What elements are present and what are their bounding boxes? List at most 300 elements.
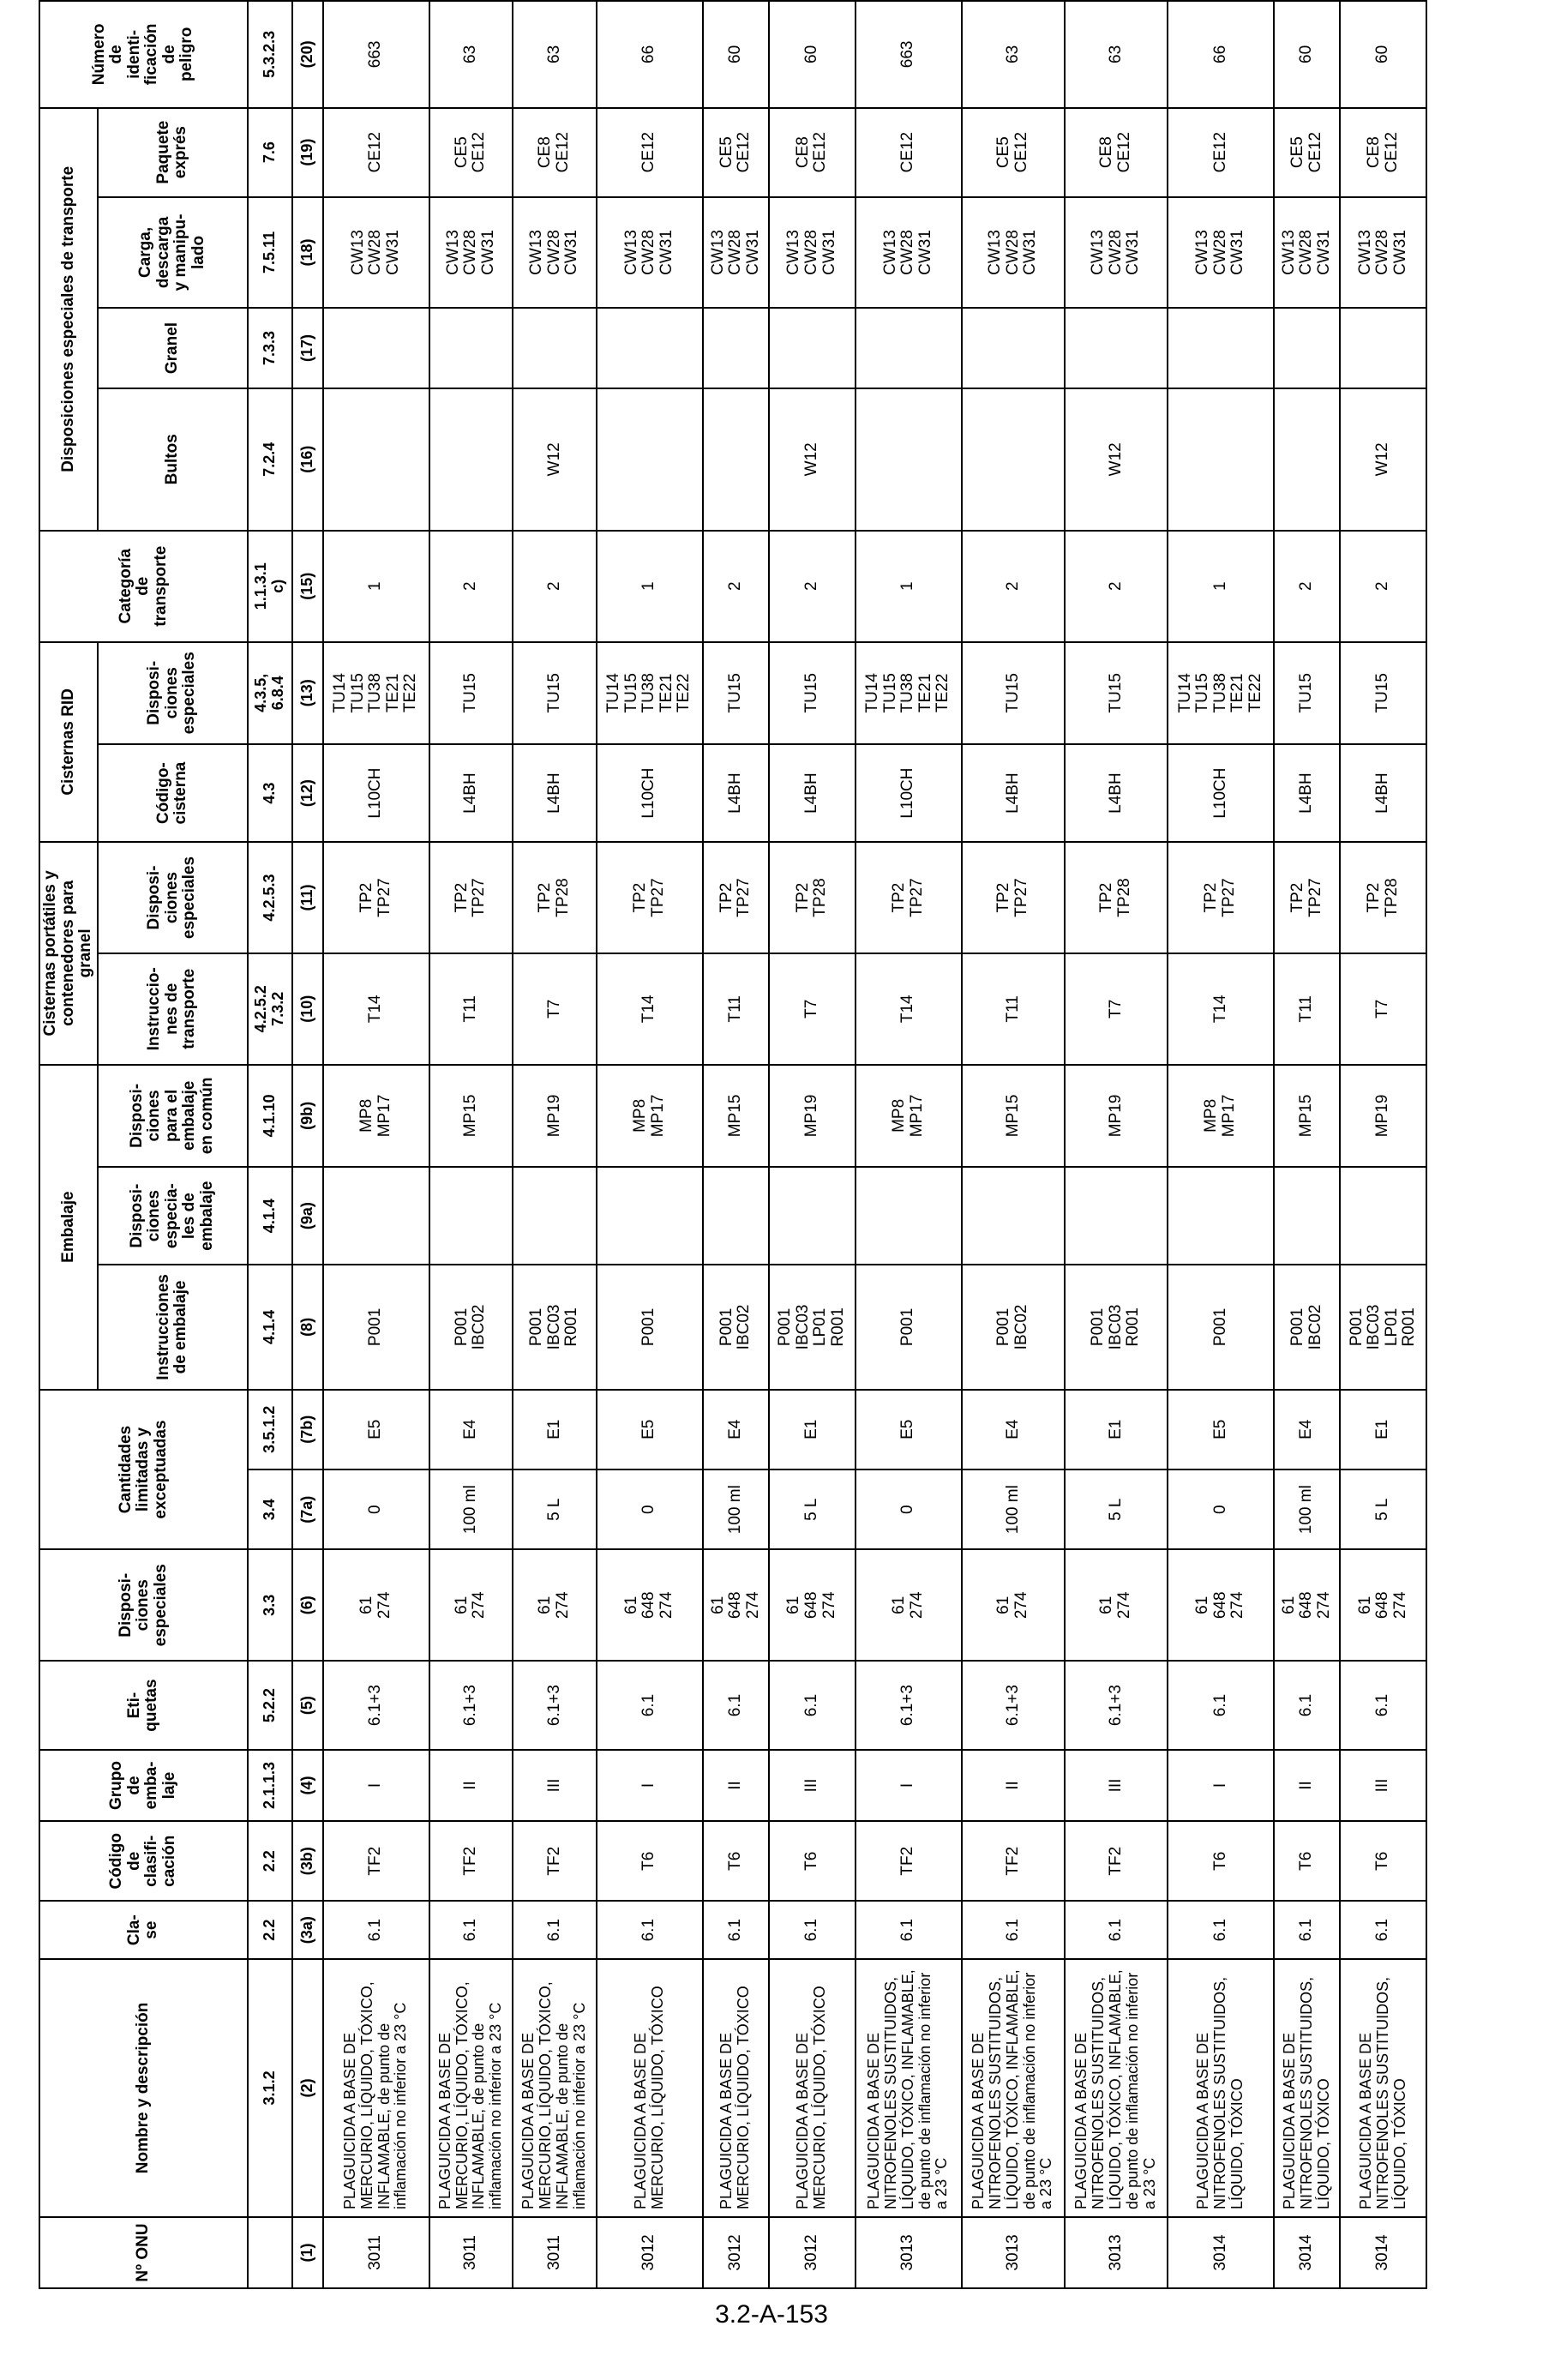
reference-row-cell bbox=[248, 2217, 292, 2288]
table-row bbox=[703, 1, 769, 2288]
table-cell: TU15 bbox=[769, 642, 856, 744]
table-cell: MP8 MP17 bbox=[323, 1065, 429, 1167]
description-cell: PLAGUICIDA A BASE DE NITROFENOLES SUSTITUIDOS, LÍQUIDO, TÓXICO, INFLAMABLE, de punto de inflamación no inferior a 23 °C bbox=[962, 1959, 1065, 2217]
table-cell: 100 ml bbox=[962, 1469, 1065, 1549]
table-cell: 66 bbox=[1168, 1, 1274, 108]
table-cell bbox=[1274, 388, 1340, 531]
table-cell: II bbox=[429, 1750, 513, 1821]
column-number-row-cell: (1) bbox=[292, 2217, 323, 2288]
table-cell: L4BH bbox=[1340, 744, 1426, 842]
column-number-row-cell: (3b) bbox=[292, 1821, 323, 1901]
reference-row-cell: 3.1.2 bbox=[248, 1959, 292, 2217]
table-cell: E5 bbox=[323, 1390, 429, 1469]
table-cell: 2 bbox=[962, 531, 1065, 642]
table-cell: L4BH bbox=[1065, 744, 1168, 842]
table-cell bbox=[1340, 308, 1426, 388]
table-cell: TU14 TU15 TU38 TE21 TE22 bbox=[1168, 642, 1274, 744]
un-number-cell: 3012 bbox=[703, 2217, 769, 2288]
table-cell: 100 ml bbox=[1274, 1469, 1340, 1549]
table-cell bbox=[962, 308, 1065, 388]
table-cell: 6.1 bbox=[856, 1901, 962, 1958]
table-cell: E1 bbox=[513, 1390, 596, 1469]
table-cell: 61 274 bbox=[513, 1549, 596, 1661]
table-cell: 2 bbox=[1340, 531, 1426, 642]
table-cell: TP2 TP28 bbox=[1065, 842, 1168, 953]
table-cell: 6.1 bbox=[1065, 1901, 1168, 1958]
table-cell: 6.1+3 bbox=[429, 1661, 513, 1750]
column-number-row-cell: (12) bbox=[292, 744, 323, 842]
table-cell: P001 IBC03 R001 bbox=[513, 1265, 596, 1389]
table-cell: P001 IBC03 R001 bbox=[1065, 1265, 1168, 1389]
table-cell: CE5 CE12 bbox=[703, 108, 769, 197]
header-name: Nombre y descripción bbox=[39, 1959, 248, 2217]
table-cell: II bbox=[1274, 1750, 1340, 1821]
description-cell: PLAGUICIDA A BASE DE NITROFENOLES SUSTITUIDOS, LÍQUIDO, TÓXICO, INFLAMABLE, de punto de inflamación no inferior a 23 °C bbox=[856, 1959, 962, 2217]
table-cell: TP2 TP28 bbox=[1340, 842, 1426, 953]
table-cell bbox=[323, 308, 429, 388]
description-cell: PLAGUICIDA A BASE DE MERCURIO, LÍQUIDO, TÓXICO bbox=[769, 1959, 856, 2217]
table-cell bbox=[597, 308, 703, 388]
table-cell: 61 648 274 bbox=[1274, 1549, 1340, 1661]
column-number-row-cell: (6) bbox=[292, 1549, 323, 1661]
table-cell: CE12 bbox=[597, 108, 703, 197]
table-cell: TU14 TU15 TU38 TE21 TE22 bbox=[323, 642, 429, 744]
table-cell: TP2 TP27 bbox=[1168, 842, 1274, 953]
table-cell bbox=[703, 1167, 769, 1265]
table-cell: T7 bbox=[1340, 953, 1426, 1065]
description-cell: PLAGUICIDA A BASE DE MERCURIO, LÍQUIDO, TÓXICO, INFLAMABLE, de punto de inflamación no inferior a 23 °C bbox=[323, 1959, 429, 2217]
header-mixed-packing: Disposi- ciones para el embalaje en común bbox=[98, 1065, 248, 1167]
table-cell: CW13 CW28 CW31 bbox=[1274, 197, 1340, 309]
table-cell: 5 L bbox=[1065, 1469, 1168, 1549]
table-cell: T11 bbox=[703, 953, 769, 1065]
header-rid-special: Disposi- ciones especiales bbox=[98, 642, 248, 744]
header-limited-quantities: Cantidades limitadas y exceptuadas bbox=[39, 1390, 248, 1550]
table-row bbox=[323, 1, 429, 2288]
table-cell bbox=[1065, 1167, 1168, 1265]
table-cell: T11 bbox=[1274, 953, 1340, 1065]
un-number-cell: 3014 bbox=[1274, 2217, 1340, 2288]
table-cell: TU15 bbox=[703, 642, 769, 744]
table-cell: TU14 TU15 TU38 TE21 TE22 bbox=[597, 642, 703, 744]
table-cell: CE8 CE12 bbox=[513, 108, 596, 197]
un-number-cell: 3012 bbox=[769, 2217, 856, 2288]
table-cell: 6.1 bbox=[597, 1901, 703, 1958]
header-class: Cla- se bbox=[39, 1901, 248, 1958]
header-special-provisions: Disposi- ciones especiales bbox=[39, 1549, 248, 1661]
table-cell: 6.1+3 bbox=[513, 1661, 596, 1750]
table-cell: 100 ml bbox=[703, 1469, 769, 1549]
header-packages: Bultos bbox=[98, 388, 248, 531]
reference-row-cell: 3.4 bbox=[248, 1469, 292, 1549]
table-cell: 1 bbox=[856, 531, 962, 642]
reference-row-cell: 7.5.11 bbox=[248, 197, 292, 309]
table-cell: TF2 bbox=[513, 1821, 596, 1901]
reference-row-cell: 7.3.3 bbox=[248, 308, 292, 388]
table-cell: 60 bbox=[769, 1, 856, 108]
table-cell bbox=[856, 1167, 962, 1265]
un-number-cell: 3013 bbox=[962, 2217, 1065, 2288]
table-cell: CW13 CW28 CW31 bbox=[323, 197, 429, 309]
column-number-row-cell: (16) bbox=[292, 388, 323, 531]
table-cell: CW13 CW28 CW31 bbox=[962, 197, 1065, 309]
table-cell bbox=[962, 388, 1065, 531]
header-portable-instructions: Instruccio- nes de transporte bbox=[98, 953, 248, 1065]
table-cell: E1 bbox=[1065, 1390, 1168, 1469]
header-classification-code: Código de clasifi- cación bbox=[39, 1821, 248, 1901]
column-number-row-cell: (2) bbox=[292, 1959, 323, 2217]
table-cell: MP8 MP17 bbox=[597, 1065, 703, 1167]
table-cell: 6.1+3 bbox=[962, 1661, 1065, 1750]
header-transport-category: Categoría de transporte bbox=[39, 531, 248, 642]
description-cell: PLAGUICIDA A BASE DE NITROFENOLES SUSTITUIDOS, LÍQUIDO, TÓXICO bbox=[1274, 1959, 1340, 2217]
table-cell: 6.1+3 bbox=[856, 1661, 962, 1750]
table-cell: 6.1 bbox=[769, 1661, 856, 1750]
table-cell: CE8 CE12 bbox=[769, 108, 856, 197]
table-cell: E4 bbox=[1274, 1390, 1340, 1469]
table-cell: TP2 TP27 bbox=[856, 842, 962, 953]
table-cell: CE5 CE12 bbox=[962, 108, 1065, 197]
table-cell: W12 bbox=[1065, 388, 1168, 531]
table-cell: 63 bbox=[1065, 1, 1168, 108]
table-cell: CE5 CE12 bbox=[429, 108, 513, 197]
table-cell: TP2 TP27 bbox=[597, 842, 703, 953]
column-number-row-cell: (19) bbox=[292, 108, 323, 197]
table-cell: I bbox=[1168, 1750, 1274, 1821]
table-cell: 2 bbox=[769, 531, 856, 642]
column-number-row bbox=[292, 1, 323, 2288]
table-cell: 6.1+3 bbox=[1065, 1661, 1168, 1750]
table-cell: CE8 CE12 bbox=[1340, 108, 1426, 197]
table-cell: TF2 bbox=[429, 1821, 513, 1901]
table-cell: T7 bbox=[1065, 953, 1168, 1065]
table-cell: P001 bbox=[597, 1265, 703, 1389]
table-cell: P001 IBC03 LP01 R001 bbox=[769, 1265, 856, 1389]
table-cell: 663 bbox=[856, 1, 962, 108]
table-cell bbox=[323, 388, 429, 531]
table-cell: 2 bbox=[1065, 531, 1168, 642]
table-cell: 0 bbox=[856, 1469, 962, 1549]
table-cell: T6 bbox=[1340, 1821, 1426, 1901]
table-cell: L10CH bbox=[1168, 744, 1274, 842]
column-number-row-cell: (3a) bbox=[292, 1901, 323, 1958]
header-packaging: Embalaje bbox=[39, 1065, 98, 1390]
table-cell: CW13 CW28 CW31 bbox=[513, 197, 596, 309]
table-cell: TP2 TP28 bbox=[769, 842, 856, 953]
table-cell: TF2 bbox=[962, 1821, 1065, 1901]
table-cell: TU15 bbox=[1340, 642, 1426, 744]
table-cell: 6.1 bbox=[703, 1901, 769, 1958]
rotated-table-container bbox=[39, 0, 1427, 2289]
table-cell: T6 bbox=[1274, 1821, 1340, 1901]
table-cell bbox=[1168, 1167, 1274, 1265]
table-cell: P001 bbox=[323, 1265, 429, 1389]
table-cell: E5 bbox=[1168, 1390, 1274, 1469]
header-express: Paquete exprés bbox=[98, 108, 248, 197]
un-number-cell: 3011 bbox=[429, 2217, 513, 2288]
table-cell bbox=[429, 388, 513, 531]
header-loading: Carga, descarga y manipu- lado bbox=[98, 197, 248, 309]
table-cell: 61 648 274 bbox=[703, 1549, 769, 1661]
table-cell: P001 IBC02 bbox=[1274, 1265, 1340, 1389]
reference-row bbox=[248, 1, 292, 2288]
table-cell: 5 L bbox=[513, 1469, 596, 1549]
table-cell: P001 IBC02 bbox=[429, 1265, 513, 1389]
table-cell: T14 bbox=[856, 953, 962, 1065]
table-cell: TP2 TP27 bbox=[962, 842, 1065, 953]
table-cell: W12 bbox=[513, 388, 596, 531]
table-cell: 100 ml bbox=[429, 1469, 513, 1549]
table-cell bbox=[703, 388, 769, 531]
reference-row-cell: 4.2.5.3 bbox=[248, 842, 292, 953]
table-cell: 61 648 274 bbox=[1168, 1549, 1274, 1661]
reference-row-cell: 7.2.4 bbox=[248, 388, 292, 531]
table-cell: 6.1+3 bbox=[323, 1661, 429, 1750]
table-cell: 61 648 274 bbox=[769, 1549, 856, 1661]
table-cell: 6.1 bbox=[1168, 1661, 1274, 1750]
table-cell bbox=[429, 308, 513, 388]
un-number-cell: 3011 bbox=[323, 2217, 429, 2288]
table-cell: CW13 CW28 CW31 bbox=[1168, 197, 1274, 309]
table-cell: P001 IBC03 LP01 R001 bbox=[1340, 1265, 1426, 1389]
table-cell: CE12 bbox=[856, 108, 962, 197]
header-rid-tanks: Cisternas RID bbox=[39, 642, 98, 843]
table-cell bbox=[1065, 308, 1168, 388]
table-cell: I bbox=[597, 1750, 703, 1821]
table-cell: T11 bbox=[429, 953, 513, 1065]
reference-row-cell: 4.3 bbox=[248, 744, 292, 842]
table-row bbox=[769, 1, 856, 2288]
table-cell: CE12 bbox=[1168, 108, 1274, 197]
table-cell: 61 648 274 bbox=[1340, 1549, 1426, 1661]
un-number-cell: 3014 bbox=[1340, 2217, 1426, 2288]
column-number-row-cell: (9a) bbox=[292, 1167, 323, 1265]
table-cell: MP19 bbox=[1340, 1065, 1426, 1167]
table-cell: T14 bbox=[597, 953, 703, 1065]
table-cell: E4 bbox=[962, 1390, 1065, 1469]
table-cell: TU15 bbox=[1065, 642, 1168, 744]
table-cell: I bbox=[856, 1750, 962, 1821]
table-body bbox=[248, 1, 1426, 2288]
table-cell: T6 bbox=[597, 1821, 703, 1901]
table-cell: 6.1 bbox=[323, 1901, 429, 1958]
table-cell: 663 bbox=[323, 1, 429, 108]
table-cell: TF2 bbox=[856, 1821, 962, 1901]
table-cell: L4BH bbox=[513, 744, 596, 842]
table-cell bbox=[513, 1167, 596, 1265]
column-number-row-cell: (9b) bbox=[292, 1065, 323, 1167]
header-special-transport: Disposiciones especiales de transporte bbox=[39, 108, 98, 531]
reference-row-cell: 4.1.4 bbox=[248, 1265, 292, 1389]
column-number-row-cell: (5) bbox=[292, 1661, 323, 1750]
table-cell: L4BH bbox=[962, 744, 1065, 842]
table-cell: I bbox=[323, 1750, 429, 1821]
table-cell bbox=[962, 1167, 1065, 1265]
un-number-cell: 3013 bbox=[1065, 2217, 1168, 2288]
table-cell: 61 648 274 bbox=[597, 1549, 703, 1661]
table-row bbox=[1065, 1, 1168, 2288]
description-cell: PLAGUICIDA A BASE DE MERCURIO, LÍQUIDO, TÓXICO, INFLAMABLE, de punto de inflamación no inferior a 23 °C bbox=[429, 1959, 513, 2217]
column-number-row-cell: (17) bbox=[292, 308, 323, 388]
table-cell: T6 bbox=[1168, 1821, 1274, 1901]
table-cell: 1 bbox=[1168, 531, 1274, 642]
column-number-row-cell: (7b) bbox=[292, 1390, 323, 1469]
table-cell bbox=[597, 1167, 703, 1265]
table-cell: 6.1 bbox=[769, 1901, 856, 1958]
table-cell: 1 bbox=[323, 531, 429, 642]
table-cell: CW13 CW28 CW31 bbox=[856, 197, 962, 309]
table-cell: 2 bbox=[429, 531, 513, 642]
table-cell: MP15 bbox=[429, 1065, 513, 1167]
reference-row-cell: 1.1.3.1 c) bbox=[248, 531, 292, 642]
description-cell: PLAGUICIDA A BASE DE NITROFENOLES SUSTITUIDOS, LÍQUIDO, TÓXICO bbox=[1340, 1959, 1426, 2217]
table-cell: E5 bbox=[597, 1390, 703, 1469]
table-cell: TP2 TP27 bbox=[703, 842, 769, 953]
reference-row-cell: 5.2.2 bbox=[248, 1661, 292, 1750]
table-row bbox=[1274, 1, 1340, 2288]
table-cell: TP2 TP27 bbox=[429, 842, 513, 953]
table-cell: CW13 CW28 CW31 bbox=[1065, 197, 1168, 309]
table-cell: 6.1 bbox=[962, 1901, 1065, 1958]
table-cell: III bbox=[769, 1750, 856, 1821]
table-cell: 6.1 bbox=[703, 1661, 769, 1750]
description-cell: PLAGUICIDA A BASE DE NITROFENOLES SUSTITUIDOS, LÍQUIDO, TÓXICO bbox=[1168, 1959, 1274, 2217]
header-rid-tank-code: Código- cisterna bbox=[98, 744, 248, 842]
reference-row-cell: 2.1.1.3 bbox=[248, 1750, 292, 1821]
reference-row-cell: 4.2.5.2 7.3.2 bbox=[248, 953, 292, 1065]
description-cell: PLAGUICIDA A BASE DE MERCURIO, LÍQUIDO, TÓXICO, INFLAMABLE, de punto de inflamación no inferior a 23 °C bbox=[513, 1959, 596, 2217]
table-cell: MP15 bbox=[1274, 1065, 1340, 1167]
column-number-row-cell: (20) bbox=[292, 1, 323, 108]
table-cell: T7 bbox=[513, 953, 596, 1065]
table-cell: L10CH bbox=[323, 744, 429, 842]
table-cell bbox=[597, 388, 703, 531]
table-cell: 5 L bbox=[1340, 1469, 1426, 1549]
table-cell: TU15 bbox=[1274, 642, 1340, 744]
table-cell: 6.1 bbox=[1340, 1661, 1426, 1750]
table-cell: 2 bbox=[513, 531, 596, 642]
table-cell: TU15 bbox=[513, 642, 596, 744]
table-cell: E1 bbox=[1340, 1390, 1426, 1469]
table-cell: 0 bbox=[1168, 1469, 1274, 1549]
table-cell bbox=[429, 1167, 513, 1265]
table-cell bbox=[323, 1167, 429, 1265]
table-cell: L4BH bbox=[769, 744, 856, 842]
table-cell bbox=[1340, 1167, 1426, 1265]
column-number-row-cell: (8) bbox=[292, 1265, 323, 1389]
table-cell: 61 274 bbox=[323, 1549, 429, 1661]
table-cell: L4BH bbox=[429, 744, 513, 842]
table-cell: CW13 CW28 CW31 bbox=[703, 197, 769, 309]
table-cell: W12 bbox=[769, 388, 856, 531]
table-cell: E5 bbox=[856, 1390, 962, 1469]
table-cell: T7 bbox=[769, 953, 856, 1065]
table-cell bbox=[1168, 308, 1274, 388]
header-packing-instructions: Instrucciones de embalaje bbox=[98, 1265, 248, 1389]
table-cell bbox=[856, 308, 962, 388]
un-number-cell: 3013 bbox=[856, 2217, 962, 2288]
table-row bbox=[856, 1, 962, 2288]
header-portable-tanks: Cisternas portátiles y contenedores para granel bbox=[39, 842, 98, 1065]
table-cell: CE12 bbox=[323, 108, 429, 197]
description-cell: PLAGUICIDA A BASE DE MERCURIO, LÍQUIDO, TÓXICO bbox=[597, 1959, 703, 2217]
header-packing-group: Grupo de emba- laje bbox=[39, 1750, 248, 1821]
table-cell: T6 bbox=[769, 1821, 856, 1901]
table-cell: MP8 MP17 bbox=[856, 1065, 962, 1167]
table-cell: CW13 CW28 CW31 bbox=[597, 197, 703, 309]
table-cell: 2 bbox=[703, 531, 769, 642]
table-cell: T11 bbox=[962, 953, 1065, 1065]
header-hazard-number: Número de identi- ficación de peligro bbox=[39, 1, 248, 108]
un-number-cell: 3014 bbox=[1168, 2217, 1274, 2288]
table-cell: 66 bbox=[597, 1, 703, 108]
table-row bbox=[597, 1, 703, 2288]
table-cell: CW13 CW28 CW31 bbox=[1340, 197, 1426, 309]
table-cell: P001 bbox=[856, 1265, 962, 1389]
reference-row-cell: 5.3.2.3 bbox=[248, 1, 292, 108]
description-cell: PLAGUICIDA A BASE DE MERCURIO, LÍQUIDO, TÓXICO bbox=[703, 1959, 769, 2217]
table-cell: III bbox=[1340, 1750, 1426, 1821]
table-row bbox=[1340, 1, 1426, 2288]
page-number: 3.2-A-153 bbox=[715, 2300, 828, 2329]
table-cell: TU15 bbox=[962, 642, 1065, 744]
table-cell bbox=[703, 308, 769, 388]
table-cell: L10CH bbox=[597, 744, 703, 842]
table-cell: 63 bbox=[513, 1, 596, 108]
table-cell: 6.1 bbox=[1274, 1661, 1340, 1750]
reference-row-cell: 2.2 bbox=[248, 1821, 292, 1901]
table-cell: 6.1 bbox=[429, 1901, 513, 1958]
table-cell: III bbox=[513, 1750, 596, 1821]
table-cell: 6.1 bbox=[597, 1661, 703, 1750]
table-cell: E4 bbox=[703, 1390, 769, 1469]
table-cell: L4BH bbox=[1274, 744, 1340, 842]
table-cell: II bbox=[962, 1750, 1065, 1821]
table-cell: MP15 bbox=[962, 1065, 1065, 1167]
column-number-row-cell: (10) bbox=[292, 953, 323, 1065]
table-cell bbox=[769, 1167, 856, 1265]
table-cell: TP2 TP27 bbox=[323, 842, 429, 953]
table-cell: P001 bbox=[1168, 1265, 1274, 1389]
table-cell: CW13 CW28 CW31 bbox=[769, 197, 856, 309]
header-bulk: Granel bbox=[98, 308, 248, 388]
table-cell: 61 274 bbox=[962, 1549, 1065, 1661]
table-cell: TF2 bbox=[1065, 1821, 1168, 1901]
table-cell: T14 bbox=[1168, 953, 1274, 1065]
un-number-cell: 3011 bbox=[513, 2217, 596, 2288]
table-cell bbox=[1274, 1167, 1340, 1265]
table-cell: 60 bbox=[1274, 1, 1340, 108]
table-cell: MP19 bbox=[1065, 1065, 1168, 1167]
table-cell: 60 bbox=[1340, 1, 1426, 108]
table-cell: P001 IBC02 bbox=[703, 1265, 769, 1389]
table-cell: 63 bbox=[962, 1, 1065, 108]
table-cell: TP2 TP27 bbox=[1274, 842, 1340, 953]
table-cell: W12 bbox=[1340, 388, 1426, 531]
table-cell: T6 bbox=[703, 1821, 769, 1901]
column-number-row-cell: (11) bbox=[292, 842, 323, 953]
table-cell: 6.1 bbox=[1340, 1901, 1426, 1958]
table-cell bbox=[1168, 388, 1274, 531]
table-cell: CE5 CE12 bbox=[1274, 108, 1340, 197]
table-row bbox=[429, 1, 513, 2288]
table-cell bbox=[856, 388, 962, 531]
table-row bbox=[962, 1, 1065, 2288]
reference-row-cell: 3.5.1.2 bbox=[248, 1390, 292, 1469]
table-row bbox=[513, 1, 596, 2288]
table-cell: E4 bbox=[429, 1390, 513, 1469]
table-cell: 6.1 bbox=[513, 1901, 596, 1958]
